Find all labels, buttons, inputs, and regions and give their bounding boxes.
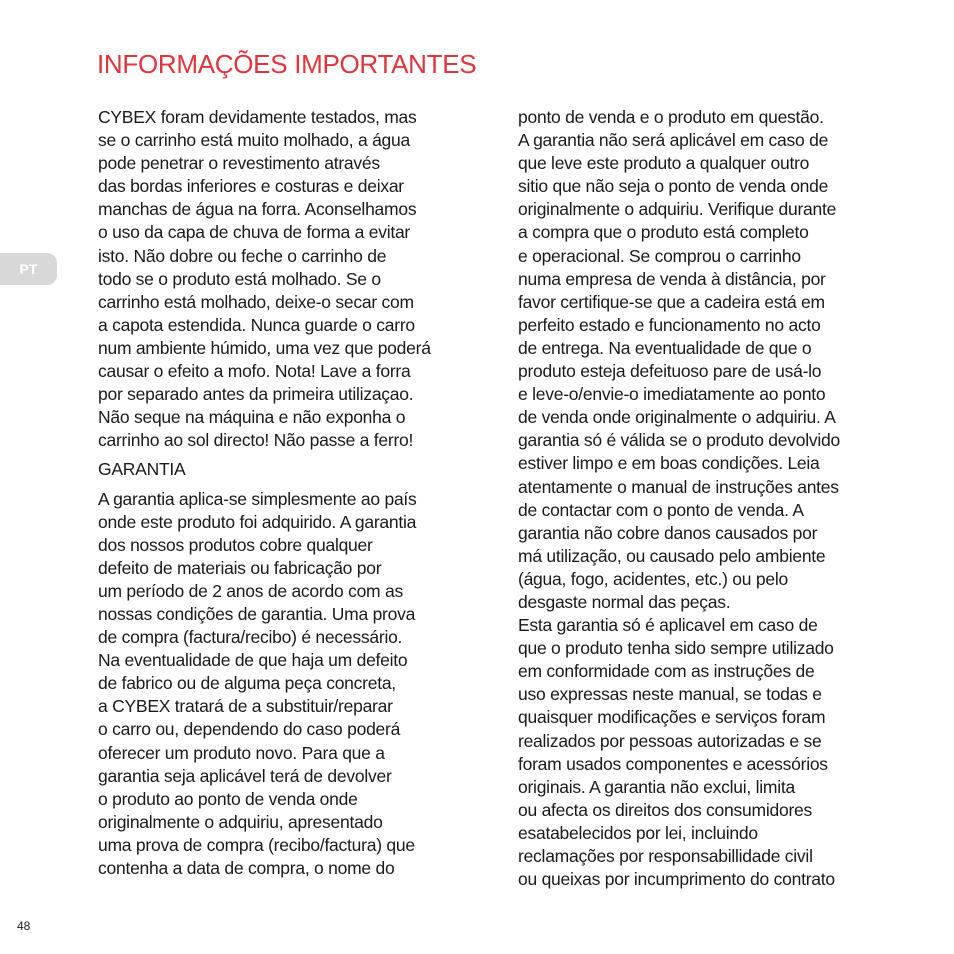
text-line: estiver limpo e em boas condições. Leia	[518, 453, 820, 474]
text-line: Na eventualidade de que haja um defeito	[98, 650, 408, 671]
section-heading-garantia: GARANTIA	[98, 459, 186, 480]
text-line: garantia só é válida se o produto devolvido	[518, 430, 840, 451]
text-line: contenha a data de compra, o nome do	[98, 858, 395, 878]
text-line: de fabrico ou de alguma peça concreta,	[98, 673, 396, 694]
text-line: desgaste normal das peças.	[518, 591, 731, 612]
right-column	[518, 106, 898, 891]
text-line: garantia não cobre danos causados por	[518, 522, 818, 543]
page-title: INFORMAÇÕES IMPORTANTES	[97, 49, 477, 79]
text-line: num ambiente húmido, uma vez que poderá	[98, 337, 431, 358]
text-line: o carro ou, dependendo do caso poderá	[98, 719, 401, 740]
language-tab	[0, 253, 57, 285]
text-line: uso expressas neste manual, se todas e	[518, 684, 822, 705]
text-line: A garantia não será aplicável em caso de	[518, 130, 829, 151]
text-line: esatabelecidos por lei, incluindo	[518, 822, 758, 843]
text-line: o uso da capa de chuva de forma a evitar	[98, 222, 411, 243]
text-line: todo se o produto está molhado. Se o	[98, 268, 381, 289]
text-line: originalmente o adquiriu. Verifique durante	[518, 199, 837, 220]
text-line: por separado antes da primeira utilizaçao.	[98, 384, 414, 405]
text-line: manchas de água na forra. Aconselhamos	[98, 199, 417, 220]
text-line: e leve-o/envie-o imediatamente ao ponto	[518, 384, 826, 405]
text-line: originalmente o adquiriu, apresentado	[98, 811, 383, 832]
text-line: A garantia aplica-se simplesmente ao país	[98, 488, 417, 509]
text-line: de entrega. Na eventualidade de que o	[518, 337, 812, 358]
text-line: Esta garantia só é aplicavel em caso de	[518, 615, 818, 636]
text-line: foram usados componentes e acessórios	[518, 753, 828, 774]
text-line: defeito de materiais ou fabricação por	[98, 557, 382, 578]
text-line: numa empresa de venda à distância, por	[518, 268, 826, 289]
text-line: a compra que o produto está completo	[518, 222, 809, 243]
text-line: das bordas inferiores e costuras e deixar	[98, 176, 404, 197]
text-line: ou queixas por incumprimento do contrato	[518, 869, 835, 890]
text-line: uma prova de compra (recibo/factura) que	[98, 834, 415, 855]
text-line: de contactar com o ponto de venda. A	[518, 499, 804, 520]
text-line: sitio que não seja o ponto de venda onde	[518, 176, 829, 197]
text-line: favor certifique-se que a cadeira está em	[518, 291, 825, 312]
text-line: Não seque na máquina e não exponha o	[98, 407, 406, 428]
text-line: nossas condições de garantia. Uma prova	[98, 603, 416, 624]
text-line: causar o efeito a mofo. Nota! Lave a forra	[98, 361, 411, 382]
text-line: de compra (factura/recibo) é necessário.	[98, 627, 403, 648]
text-line: (água, fogo, acidentes, etc.) ou pelo	[518, 568, 788, 589]
left-column	[98, 106, 483, 880]
language-tab-label: PT	[19, 261, 38, 277]
text-line: realizados por pessoas autorizadas e se	[518, 730, 822, 751]
text-line: garantia seja aplicável terá de devolver	[98, 765, 392, 786]
text-line: e operacional. Se comprou o carrinho	[518, 245, 801, 266]
text-line: ou afecta os direitos dos consumidores	[518, 799, 812, 820]
text-line: o produto ao ponto de venda onde	[98, 788, 358, 809]
text-line: produto esteja defeituoso pare de usá-lo	[518, 361, 822, 382]
text-line: carrinho ao sol directo! Não passe a ferro!	[98, 430, 414, 451]
text-line: a capota estendida. Nunca guarde o carro	[98, 314, 415, 335]
page-number: 48	[17, 919, 31, 933]
text-line: que leve este produto a qualquer outro	[518, 153, 810, 174]
text-line: oferecer um produto novo. Para que a	[98, 742, 385, 763]
text-line: perfeito estado e funcionamento no acto	[518, 314, 821, 335]
text-line: dos nossos produtos cobre qualquer	[98, 534, 373, 555]
care-paragraph	[98, 106, 483, 452]
text-line: que o produto tenha sido sempre utilizado	[518, 638, 834, 659]
text-line: pode penetrar o revestimento através	[98, 153, 380, 174]
text-line: quaisquer modificações e serviços foram	[518, 707, 826, 728]
text-line: se o carrinho está muito molhado, a água	[98, 130, 410, 151]
text-line: de venda onde originalmente o adquiriu. A	[518, 407, 836, 428]
text-line: um período de 2 anos de acordo com as	[98, 580, 403, 601]
text-line: reclamações por responsabillidade civil	[518, 846, 813, 866]
text-line: CYBEX foram devidamente testados, mas	[98, 107, 417, 127]
text-line: atentamente o manual de instruções antes	[518, 476, 839, 497]
text-line: carrinho está molhado, deixe-o secar com	[98, 291, 414, 312]
text-line: a CYBEX tratará de a substituir/reparar	[98, 696, 393, 717]
warranty-paragraph	[98, 488, 483, 881]
text-line: ponto de venda e o produto em questão.	[518, 107, 824, 127]
text-line: má utilização, ou causado pelo ambiente	[518, 545, 826, 566]
text-line: isto. Não dobre ou feche o carrinho de	[98, 245, 387, 266]
text-line: originais. A garantia não exclui, limita	[518, 776, 795, 797]
text-line: em conformidade com as instruções de	[518, 661, 815, 682]
text-line: onde este produto foi adquirido. A garantia	[98, 511, 417, 532]
